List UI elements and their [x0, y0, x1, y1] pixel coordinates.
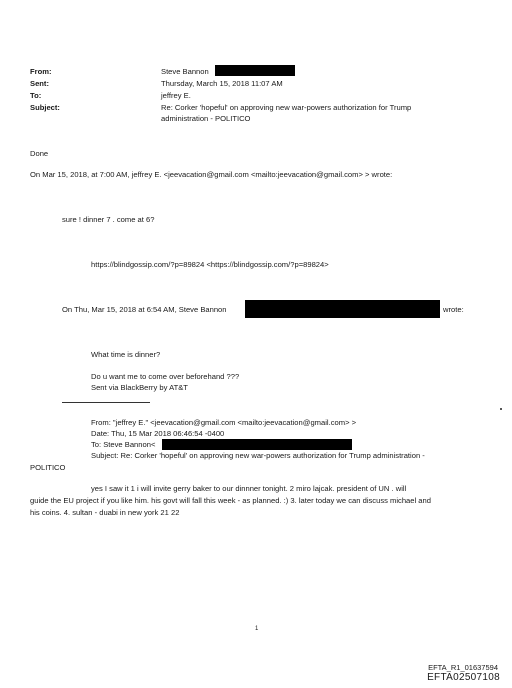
- dinner-line: sure ! dinner 7 . come at 6?: [62, 215, 155, 224]
- redaction-fwd-to: [162, 439, 352, 450]
- to-label: To:: [30, 91, 42, 100]
- fwd-to-line: To: Steve Bannon<: [91, 440, 156, 449]
- subject-label: Subject:: [30, 103, 60, 112]
- footer-bates-1: EFTA_R1_01637594: [428, 663, 498, 672]
- separator-line: [62, 402, 150, 403]
- redaction-from: [215, 65, 295, 76]
- quote-header-1: On Mar 15, 2018, at 7:00 AM, jeffrey E. <jeevacation@gmail.com <mailto:jeevacation@gmail.com> > wrote:: [30, 170, 393, 179]
- message-line-2: guide the EU project if you like him. his govt will fall this week - as planned. :) 3. later today we can discuss michael and: [30, 496, 431, 505]
- from-label: From:: [30, 67, 52, 76]
- reply-done: Done: [30, 149, 49, 158]
- fwd-date-line: Date: Thu, 15 Mar 2018 06:46:54 -0400: [91, 429, 225, 438]
- speck-mark: [500, 408, 502, 410]
- from-value: Steve Bannon: [161, 67, 209, 76]
- fwd-from-line: From: "jeffrey E." <jeevacation@gmail.com <mailto:jeevacation@gmail.com> >: [91, 418, 357, 427]
- sent-label: Sent:: [30, 79, 49, 88]
- to-value: jeffrey E.: [161, 91, 191, 100]
- sent-value: Thursday, March 15, 2018 11:07 AM: [161, 79, 283, 88]
- message-line-3: his coins. 4. sultan - duabi in new york 21 22: [30, 508, 180, 517]
- quote-header-2: On Thu, Mar 15, 2018 at 6:54 AM, Steve Bannon: [62, 305, 227, 314]
- page-number: 1: [255, 626, 259, 632]
- subject-value-line1: Re: Corker 'hopeful' on approving new war-powers authorization for Trump: [161, 103, 412, 112]
- what-time-line: What time is dinner?: [91, 350, 161, 359]
- fwd-subject-line: Subject: Re: Corker 'hopeful' on approving new war-powers authorization for Trump administration -: [91, 451, 425, 460]
- message-line-1: yes I saw it 1 i will invite gerry baker to our dinnner tonight. 2 miro lajcak. president of UN . will: [91, 484, 407, 493]
- fwd-subject-politico: POLITICO: [30, 463, 66, 472]
- link-line: https://blindgossip.com/?p=89824 <https://blindgossip.com/?p=89824>: [91, 260, 329, 269]
- redaction-bannon-email: [245, 300, 440, 318]
- come-over-line: Do u want me to come over beforehand ???: [91, 372, 240, 381]
- blackberry-signature: Sent via BlackBerry by AT&T: [91, 383, 188, 392]
- subject-value-line2: administration - POLITICO: [161, 114, 251, 123]
- footer-bates-2: EFTA02507108: [427, 672, 500, 683]
- quote-header-2-suffix: wrote:: [443, 305, 464, 314]
